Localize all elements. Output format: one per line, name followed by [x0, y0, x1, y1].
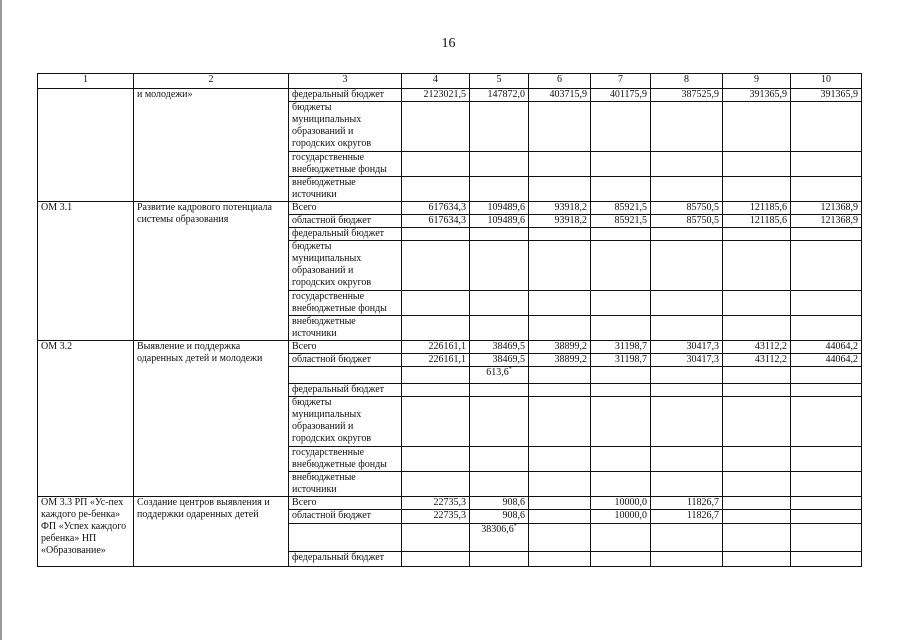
amount-cell: 30417,3 — [651, 341, 723, 354]
amount-cell: 391365,9 — [791, 89, 862, 102]
amount-cell — [529, 102, 591, 152]
amount-cell — [791, 397, 862, 447]
amount-cell — [529, 316, 591, 341]
amount-cell — [791, 472, 862, 497]
measure-name: Создание центров выявления и поддержки одаренных детей — [134, 497, 289, 567]
amount-cell — [529, 367, 591, 384]
amount-cell — [529, 510, 591, 524]
amount-cell — [651, 447, 723, 472]
amount-cell — [591, 384, 651, 397]
amount-cell: 85921,5 — [591, 215, 651, 228]
amount-cell — [723, 552, 791, 567]
amount-cell: 617634,3 — [402, 215, 470, 228]
amount-cell — [529, 524, 591, 552]
amount-cell — [591, 177, 651, 202]
amount-cell: 10000,0 — [591, 497, 651, 510]
amount-cell — [470, 291, 529, 316]
funding-source: внебюджетные источники — [289, 177, 402, 202]
amount-cell: 121185,6 — [723, 215, 791, 228]
column-header: 5 — [470, 74, 529, 89]
footnote-mark: * — [513, 523, 517, 530]
amount-cell — [791, 291, 862, 316]
amount-cell — [402, 552, 470, 567]
amount-cell — [651, 397, 723, 447]
header-row — [38, 74, 862, 89]
amount-cell — [591, 552, 651, 567]
amount-cell: 10000,0 — [591, 510, 651, 524]
amount-cell — [470, 472, 529, 497]
amount-cell: 121368,9 — [791, 202, 862, 215]
funding-source: бюджеты муниципальных образований и городских округов — [289, 102, 402, 152]
amount-cell — [529, 241, 591, 291]
budget-table — [37, 73, 862, 567]
funding-source: бюджеты муниципальных образований и городских округов — [289, 397, 402, 447]
amount-cell — [402, 241, 470, 291]
amount-cell — [651, 367, 723, 384]
amount-cell — [529, 291, 591, 316]
amount-cell: 44064,2 — [791, 341, 862, 354]
amount-cell: 31198,7 — [591, 354, 651, 367]
column-header: 9 — [723, 74, 791, 89]
amount-cell — [791, 497, 862, 510]
amount-cell — [470, 228, 529, 241]
column-header: 6 — [529, 74, 591, 89]
amount-cell: 109489,6 — [470, 202, 529, 215]
amount-cell — [651, 552, 723, 567]
amount-cell — [791, 447, 862, 472]
amount-cell — [791, 102, 862, 152]
amount-cell — [591, 152, 651, 177]
footnoted-amount: 38306,6 — [481, 524, 514, 535]
amount-cell — [651, 241, 723, 291]
table-row — [38, 341, 862, 354]
amount-cell: 109489,6 — [470, 215, 529, 228]
table-body — [38, 89, 862, 567]
amount-cell — [402, 447, 470, 472]
amount-cell — [723, 316, 791, 341]
amount-cell — [791, 384, 862, 397]
amount-cell: 30417,3 — [651, 354, 723, 367]
amount-cell — [529, 497, 591, 510]
amount-cell: 908,6 — [470, 510, 529, 524]
amount-cell — [791, 228, 862, 241]
amount-cell — [723, 228, 791, 241]
amount-cell — [651, 177, 723, 202]
amount-cell — [591, 472, 651, 497]
amount-cell — [591, 102, 651, 152]
amount-cell: 226161,1 — [402, 354, 470, 367]
amount-cell — [723, 177, 791, 202]
funding-source: государственные внебюджетные фонды — [289, 152, 402, 177]
column-header: 4 — [402, 74, 470, 89]
amount-cell: 38469,5 — [470, 354, 529, 367]
funding-source: областной бюджет — [289, 354, 402, 367]
amount-cell — [591, 397, 651, 447]
amount-cell — [791, 524, 862, 552]
column-header: 7 — [591, 74, 651, 89]
amount-cell-footnoted — [470, 367, 529, 384]
amount-cell — [723, 472, 791, 497]
amount-cell: 43112,2 — [723, 354, 791, 367]
amount-cell — [723, 152, 791, 177]
amount-cell — [529, 152, 591, 177]
measure-name: Выявление и поддержка одаренных детей и молодежи — [134, 341, 289, 497]
funding-source: Всего — [289, 497, 402, 510]
amount-cell — [402, 102, 470, 152]
measure-code: ОМ 3.1 — [38, 202, 134, 341]
amount-cell — [651, 291, 723, 316]
amount-cell — [402, 177, 470, 202]
amount-cell: 22735,3 — [402, 510, 470, 524]
amount-cell: 403715,9 — [529, 89, 591, 102]
amount-cell — [791, 241, 862, 291]
amount-cell — [402, 472, 470, 497]
amount-cell — [723, 291, 791, 316]
amount-cell — [651, 228, 723, 241]
column-header: 1 — [38, 74, 134, 89]
amount-cell — [723, 497, 791, 510]
amount-cell — [723, 524, 791, 552]
amount-cell — [470, 152, 529, 177]
funding-source: государственные внебюджетные фонды — [289, 447, 402, 472]
amount-cell — [723, 241, 791, 291]
footnote-mark: * — [508, 366, 512, 373]
amount-cell — [470, 241, 529, 291]
amount-cell — [402, 316, 470, 341]
table-row — [38, 89, 862, 102]
amount-cell: 226161,1 — [402, 341, 470, 354]
amount-cell: 93918,2 — [529, 202, 591, 215]
amount-cell: 85921,5 — [591, 202, 651, 215]
amount-cell — [529, 472, 591, 497]
amount-cell — [723, 397, 791, 447]
amount-cell: 22735,3 — [402, 497, 470, 510]
amount-cell: 387525,9 — [651, 89, 723, 102]
funding-source: областной бюджет — [289, 510, 402, 524]
amount-cell: 11826,7 — [651, 497, 723, 510]
amount-cell: 38469,5 — [470, 341, 529, 354]
amount-cell — [791, 177, 862, 202]
funding-source: федеральный бюджет — [289, 384, 402, 397]
amount-cell — [402, 291, 470, 316]
amount-cell: 93918,2 — [529, 215, 591, 228]
column-header: 8 — [651, 74, 723, 89]
amount-cell — [470, 316, 529, 341]
amount-cell — [651, 152, 723, 177]
amount-cell — [529, 177, 591, 202]
amount-cell — [591, 447, 651, 472]
amount-cell: 391365,9 — [723, 89, 791, 102]
amount-cell: 38899,2 — [529, 354, 591, 367]
amount-cell — [651, 384, 723, 397]
amount-cell — [402, 384, 470, 397]
measure-name: Развитие кадрового потенциала системы образования — [134, 202, 289, 341]
measure-code: ОМ 3.2 — [38, 341, 134, 497]
column-header: 2 — [134, 74, 289, 89]
amount-cell — [791, 552, 862, 567]
amount-cell — [402, 524, 470, 552]
amount-cell — [529, 397, 591, 447]
amount-cell: 43112,2 — [723, 341, 791, 354]
amount-cell — [470, 177, 529, 202]
amount-cell — [591, 524, 651, 552]
measure-name: и молодежи» — [134, 89, 289, 202]
funding-source: бюджеты муниципальных образований и городских округов — [289, 241, 402, 291]
table-row — [38, 202, 862, 215]
amount-cell — [723, 367, 791, 384]
funding-source: областной бюджет — [289, 215, 402, 228]
amount-cell — [529, 384, 591, 397]
amount-cell: 31198,7 — [591, 341, 651, 354]
table-row — [38, 497, 862, 510]
amount-cell — [591, 241, 651, 291]
scan-edge-line — [0, 0, 2, 640]
measure-code — [38, 89, 134, 202]
amount-cell — [470, 552, 529, 567]
funding-source: государственные внебюджетные фонды — [289, 291, 402, 316]
amount-cell — [470, 102, 529, 152]
amount-cell — [529, 447, 591, 472]
amount-cell — [723, 510, 791, 524]
funding-source: внебюджетные источники — [289, 316, 402, 341]
measure-code: ОМ 3.3 РП «Ус-пех каждого ре-бенка» ФП «Успех каждого ребенка» НП «Образование» — [38, 497, 134, 567]
footnoted-amount: 613,6 — [486, 367, 509, 378]
amount-cell — [791, 316, 862, 341]
amount-cell: 401175,9 — [591, 89, 651, 102]
funding-source: федеральный бюджет — [289, 552, 402, 567]
amount-cell: 617634,3 — [402, 202, 470, 215]
amount-cell — [791, 510, 862, 524]
amount-cell: 38899,2 — [529, 341, 591, 354]
amount-cell — [591, 291, 651, 316]
amount-cell: 85750,5 — [651, 202, 723, 215]
amount-cell — [591, 316, 651, 341]
amount-cell — [470, 447, 529, 472]
amount-cell: 2123021,5 — [402, 89, 470, 102]
funding-source: Всего — [289, 341, 402, 354]
funding-source — [289, 524, 402, 552]
funding-source: внебюджетные источники — [289, 472, 402, 497]
funding-source: федеральный бюджет — [289, 228, 402, 241]
amount-cell — [791, 152, 862, 177]
funding-source: Всего — [289, 202, 402, 215]
amount-cell — [591, 367, 651, 384]
amount-cell — [723, 102, 791, 152]
amount-cell — [591, 228, 651, 241]
funding-source: федеральный бюджет — [289, 89, 402, 102]
amount-cell: 85750,5 — [651, 215, 723, 228]
amount-cell — [723, 384, 791, 397]
amount-cell — [651, 316, 723, 341]
amount-cell — [791, 367, 862, 384]
page-number: 16 — [441, 36, 456, 51]
amount-cell: 44064,2 — [791, 354, 862, 367]
amount-cell — [529, 552, 591, 567]
amount-cell — [651, 524, 723, 552]
amount-cell — [402, 228, 470, 241]
amount-cell-footnoted — [470, 524, 529, 552]
amount-cell — [402, 397, 470, 447]
amount-cell: 147872,0 — [470, 89, 529, 102]
amount-cell: 121185,6 — [723, 202, 791, 215]
amount-cell — [529, 228, 591, 241]
amount-cell — [470, 384, 529, 397]
amount-cell: 908,6 — [470, 497, 529, 510]
amount-cell — [402, 152, 470, 177]
amount-cell — [402, 367, 470, 384]
amount-cell — [651, 102, 723, 152]
column-header: 10 — [791, 74, 862, 89]
column-header: 3 — [289, 74, 402, 89]
amount-cell — [723, 447, 791, 472]
amount-cell — [651, 472, 723, 497]
amount-cell: 11826,7 — [651, 510, 723, 524]
funding-source — [289, 367, 402, 384]
amount-cell: 121368,9 — [791, 215, 862, 228]
amount-cell — [470, 397, 529, 447]
